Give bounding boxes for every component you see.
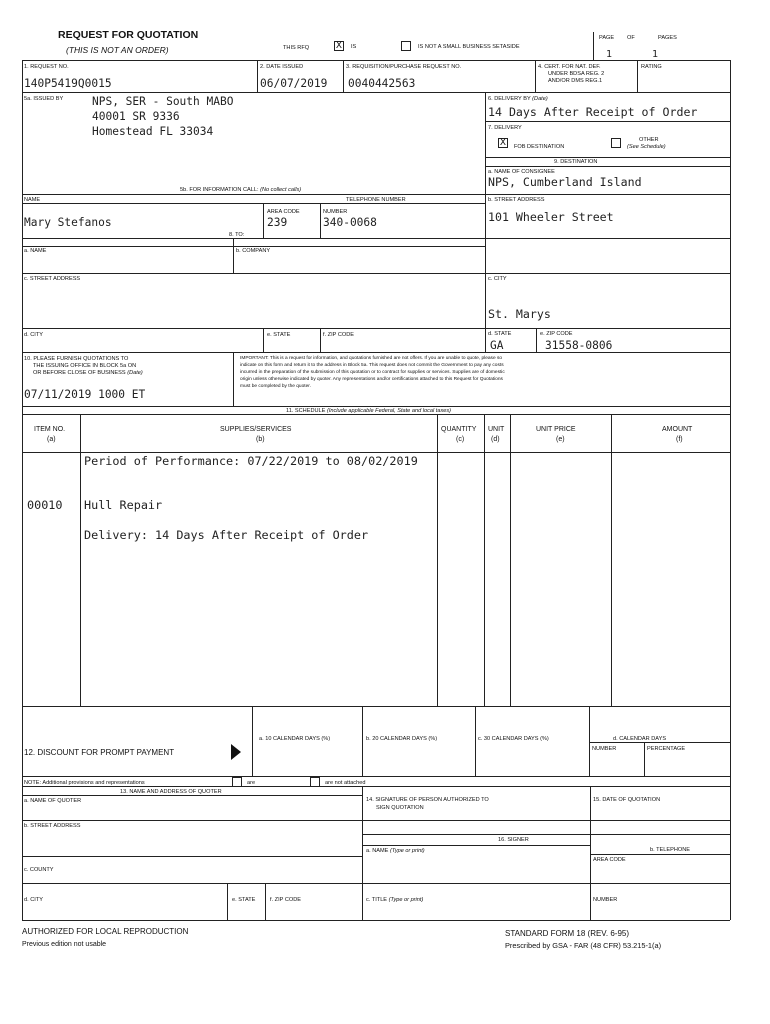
provisions-are-not-label: are not attached	[325, 780, 366, 786]
signer-title-field[interactable]	[365, 904, 587, 918]
col-price-header: UNIT PRICE	[536, 426, 576, 433]
to-city-label: d. CITY	[24, 332, 43, 338]
provisions-are-not-checkbox[interactable]	[310, 777, 320, 787]
fob-destination-checkbox[interactable]	[498, 138, 508, 148]
col-supplies-header: SUPPLIES/SERVICES	[220, 426, 292, 433]
quote-due-line3: OR BEFORE CLOSE OF BUSINESS (Date)	[33, 370, 143, 376]
discount-30-label: c. 30 CALENDAR DAYS (%)	[478, 736, 549, 742]
of-label: OF	[627, 35, 635, 41]
consignee-field[interactable]: NPS, Cumberland Island	[488, 175, 642, 189]
signer-number-field[interactable]	[593, 904, 727, 918]
to-street-field[interactable]	[24, 284, 482, 324]
this-rfq-label: THIS RFQ	[283, 45, 310, 51]
form-subtitle: (THIS IS NOT AN ORDER)	[66, 45, 169, 55]
pages-label: PAGES	[658, 35, 677, 41]
schedule-title: 11. SCHEDULE (Include applicable Federal, State and local taxes)	[286, 408, 452, 414]
col-unit-sub: (d)	[491, 436, 500, 443]
signature-label-line2: SIGN QUOTATION	[376, 805, 424, 811]
important-line2: indicate on this form and return it to the address in Block 5a. This request does not commit the Government to pay any costs	[240, 363, 504, 369]
to-company-field[interactable]	[236, 256, 481, 271]
cert-label-line3: AND/OR DMS REG.1	[548, 78, 603, 84]
to-name-label: a. NAME	[24, 248, 47, 254]
to-zip-label: f. ZIP CODE	[323, 332, 354, 338]
quoter-state-field[interactable]	[230, 904, 263, 918]
quoter-city-field[interactable]	[24, 904, 224, 918]
discount-10-field[interactable]	[255, 744, 359, 774]
street-address-field[interactable]: 101 Wheeler Street	[488, 210, 614, 224]
to-street-label: c. STREET ADDRESS	[24, 276, 81, 282]
setaside-is-label: IS	[351, 44, 357, 50]
line-item-unit-price[interactable]	[513, 455, 609, 703]
quoter-street-field[interactable]	[24, 830, 359, 854]
col-amount-header: AMOUNT	[662, 426, 693, 433]
info-call-title: 5b. FOR INFORMATION CALL: (No collect calls)	[180, 187, 302, 193]
other-note: (See Schedule)	[627, 144, 666, 150]
footer-prescribed-by: Prescribed by GSA - FAR (48 CFR) 53.215-1(a)	[505, 941, 662, 950]
page-label: PAGE	[599, 35, 615, 41]
discount-days-number-field[interactable]	[592, 754, 642, 774]
footer-form-number: STANDARD FORM 18 (REV. 6-95)	[505, 929, 630, 938]
cert-label-line2: UNDER BDSA REG. 2	[548, 71, 605, 77]
date-issued-field[interactable]: 06/07/2019	[260, 77, 328, 90]
destination-city-field[interactable]: St. Marys	[488, 307, 551, 321]
issued-by-line2[interactable]: 40001 SR 9336	[92, 110, 180, 123]
form-title: REQUEST FOR QUOTATION	[58, 29, 199, 41]
destination-state-label: d. STATE	[488, 331, 512, 337]
pages-total[interactable]: 1	[652, 49, 659, 60]
note-text: NOTE: Additional provisions and representations	[24, 780, 145, 786]
to-state-label: e. STATE	[267, 332, 291, 338]
line-item-quantity[interactable]	[440, 455, 482, 703]
signer-title-label: c. TITLE (Type or print)	[366, 897, 424, 903]
to-city-field[interactable]	[24, 339, 259, 351]
quoter-street-label: b. STREET ADDRESS	[24, 823, 81, 829]
quoter-city-label: d. CITY	[24, 897, 43, 903]
discount-20-label: b. 20 CALENDAR DAYS (%)	[366, 736, 438, 742]
discount-20-field[interactable]	[365, 744, 473, 774]
fob-destination-mark: X	[499, 138, 507, 148]
quoter-county-field[interactable]	[24, 874, 359, 882]
setaside-is-checkbox[interactable]	[334, 41, 344, 51]
area-code-label: AREA CODE	[267, 209, 300, 215]
contact-name-label: NAME	[24, 197, 41, 203]
to-state-field[interactable]	[267, 339, 317, 351]
provisions-are-label: are	[247, 780, 256, 786]
quoter-name-field[interactable]	[24, 805, 359, 818]
issued-by-line3[interactable]: Homestead FL 33034	[92, 125, 214, 138]
setaside-is-not-checkbox[interactable]	[401, 41, 411, 51]
line-item-amount[interactable]	[614, 455, 728, 703]
setaside-is-mark: X	[335, 41, 343, 51]
line-item-description: Hull Repair	[84, 498, 163, 512]
setaside-is-not-label: IS NOT A SMALL BUSINESS SETASIDE	[418, 44, 520, 50]
issued-by-line1[interactable]: NPS, SER - South MABO	[92, 95, 234, 108]
phone-number-label: NUMBER	[323, 209, 348, 215]
quoter-title: 13. NAME AND ADDRESS OF QUOTER	[120, 789, 222, 795]
contact-name-field[interactable]: Mary Stefanos	[24, 216, 112, 229]
col-qty-header: QUANTITY	[441, 426, 477, 433]
col-item-sub: (a)	[47, 436, 56, 443]
col-price-sub: (e)	[556, 436, 565, 443]
delivery-by-label: 6. DELIVERY BY (Date)	[488, 96, 548, 102]
street-address-label: b. STREET ADDRESS	[488, 197, 545, 203]
rating-label: RATING	[641, 64, 662, 70]
important-notice	[240, 355, 620, 390]
discount-days-number-label: NUMBER	[592, 746, 617, 752]
quote-date-label: 15. DATE OF QUOTATION	[593, 797, 661, 803]
quoter-name-label: a. NAME OF QUOTER	[24, 798, 82, 804]
destination-state-field[interactable]: GA	[490, 339, 504, 352]
signer-name-label: a. NAME (Type or print)	[366, 848, 425, 854]
provisions-are-checkbox[interactable]	[232, 777, 242, 787]
discount-days-percent-field[interactable]	[647, 754, 727, 774]
line-item-number: 00010	[27, 498, 63, 512]
discount-30-field[interactable]	[478, 744, 586, 774]
destination-city-label: c. CITY	[488, 276, 507, 282]
col-supplies-sub: (b)	[256, 436, 265, 443]
quoter-zip-label: f. ZIP CODE	[270, 897, 301, 903]
to-zip-field[interactable]	[323, 339, 483, 351]
period-of-performance: Period of Performance: 07/22/2019 to 08/02/2019	[84, 454, 418, 468]
col-item-header: ITEM NO.	[34, 426, 66, 433]
request-no-field[interactable]: 140P5419Q0015	[24, 77, 112, 90]
quoter-county-label: c. COUNTY	[24, 867, 54, 873]
request-no-label: 1. REQUEST NO.	[24, 64, 69, 70]
signer-telephone-label: b. TELEPHONE	[650, 847, 691, 853]
col-amount-sub: (f)	[676, 436, 683, 443]
footer-previous-edition: Previous edition not usable	[22, 941, 107, 948]
signer-name-field[interactable]	[365, 855, 587, 881]
phone-number-field[interactable]: 340-0068	[323, 216, 377, 229]
delivery-label: 7. DELIVERY	[488, 125, 522, 131]
signer-area-code-field[interactable]	[593, 864, 727, 881]
other-checkbox[interactable]	[611, 138, 621, 148]
quote-due-line1: 10. PLEASE FURNISH QUOTATIONS TO	[24, 356, 129, 362]
line-item-unit[interactable]	[487, 455, 508, 703]
area-code-field[interactable]: 239	[267, 216, 288, 229]
to-name-field[interactable]	[24, 256, 229, 271]
discount-label: 12. DISCOUNT FOR PROMPT PAYMENT	[24, 748, 175, 757]
col-qty-sub: (c)	[456, 436, 465, 443]
cert-label-line1: 4. CERT. FOR NAT. DEF.	[538, 64, 601, 70]
line-item-delivery: Delivery: 14 Days After Receipt of Order	[84, 528, 369, 542]
destination-zip-label: e. ZIP CODE	[540, 331, 573, 337]
destination-title: 9. DESTINATION	[554, 159, 598, 165]
destination-zip-field[interactable]: 31558-0806	[545, 339, 613, 352]
quoter-zip-field[interactable]	[268, 904, 360, 918]
quote-due-line2: THE ISSUING OFFICE IN BLOCK 5a ON	[33, 363, 137, 369]
quoter-state-label: e. STATE	[232, 897, 256, 903]
discount-days-percent-label: PERCENTAGE	[647, 746, 686, 752]
important-line4: origin unless otherwise indicated by quoter. Any representations and/or certifications attached to this Request for Quotations	[240, 377, 503, 383]
signer-number-label: NUMBER	[593, 897, 618, 903]
issued-by-label: 5a. ISSUED BY	[24, 96, 64, 102]
quote-date-field[interactable]	[593, 805, 727, 832]
delivery-by-field[interactable]: 14 Days After Receipt of Order	[488, 105, 698, 119]
important-line5: must be completed by the quoter.	[240, 384, 311, 390]
signer-title: 16. SIGNER	[498, 837, 529, 843]
quote-due-field[interactable]: 07/11/2019 1000 ET	[24, 388, 146, 401]
requisition-no-label: 3. REQUISITION/PURCHASE REQUEST NO.	[346, 64, 462, 70]
important-line1: IMPORTANT: This is a request for information, and quotations furnished are not offers. If you are unable to quote, please so	[240, 356, 503, 361]
discount-10-label: a. 10 CALENDAR DAYS (%)	[259, 736, 331, 742]
discount-arrow-icon	[231, 744, 241, 760]
important-line3: incurred in the preparation of the submission of this quotation or to contract for supplies or services. Supplies are of domestic	[240, 370, 505, 376]
telephone-label: TELEPHONE NUMBER	[346, 197, 406, 203]
consignee-label: a. NAME OF CONSIGNEE	[488, 169, 555, 175]
page-number[interactable]: 1	[606, 49, 613, 60]
col-unit-header: UNIT	[488, 426, 505, 433]
footer-reproduction: AUTHORIZED FOR LOCAL REPRODUCTION	[22, 927, 189, 936]
signature-label-line1: 14. SIGNATURE OF PERSON AUTHORIZED TO	[366, 797, 489, 803]
other-label: OTHER	[639, 137, 659, 143]
signature-field[interactable]	[365, 812, 587, 832]
to-title: 8. TO:	[229, 232, 245, 238]
to-company-label: b. COMPANY	[236, 248, 271, 254]
signer-area-code-label: AREA CODE	[593, 857, 626, 863]
fob-destination-label: FOB DESTINATION	[514, 144, 565, 150]
requisition-no-field[interactable]: 0040442563	[348, 77, 416, 90]
discount-days-label: d. CALENDAR DAYS	[613, 736, 667, 742]
date-issued-label: 2. DATE ISSUED	[260, 64, 304, 70]
